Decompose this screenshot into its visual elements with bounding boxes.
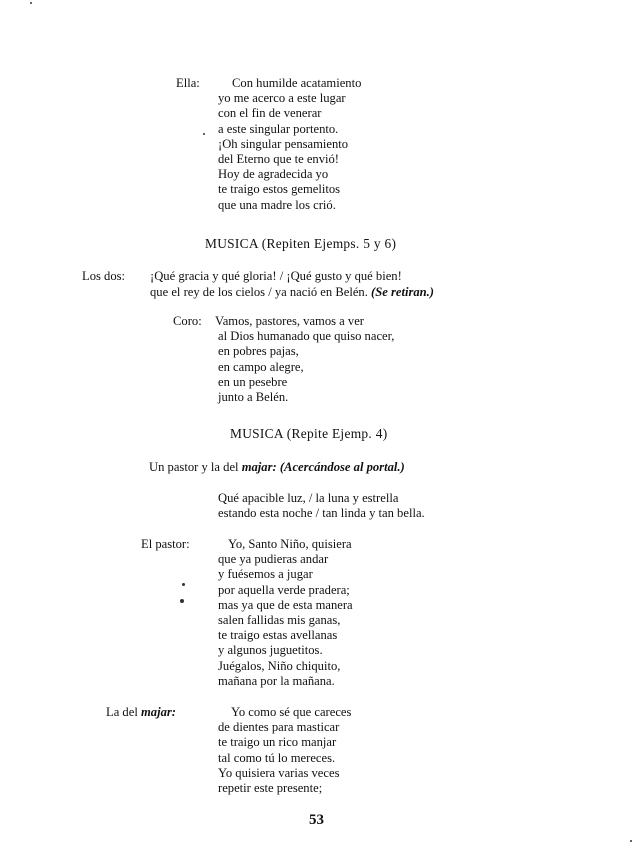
verse-line: que ya pudieras andar — [218, 552, 329, 567]
verse-line: te traigo un rico manjar — [218, 735, 337, 750]
page-number: 53 — [309, 812, 324, 828]
musica-heading-1: MUSICA (Repiten Ejemps. 5 y 6) — [205, 236, 397, 251]
verse-line: estando esta noche / tan linda y tan bella. — [218, 506, 425, 521]
scan-speck — [630, 840, 632, 842]
verse-el-pastor — [218, 537, 353, 689]
musica-heading-2: MUSICA (Repite Ejemp. 4) — [230, 426, 388, 441]
verse-line: de dientes para masticar — [218, 720, 340, 735]
stage-direction: (Se retiran.) — [371, 285, 434, 299]
verse-line: ¡Oh singular pensamiento — [218, 136, 349, 151]
verse-line: a este singular portento. — [218, 121, 339, 136]
verse-line: que una madre los crió. — [218, 197, 336, 212]
intro-italic: majar: — [241, 460, 277, 474]
intro-text: Un pastor y la del — [149, 460, 239, 474]
verse-line: Qué apacible luz, / la luna y estrella — [218, 491, 399, 505]
los-dos-line-2 — [150, 285, 434, 300]
speaker-la-del-majar — [106, 705, 176, 720]
verse-line: junto a Belén. — [218, 390, 289, 405]
verse-la-del-majar — [218, 705, 351, 796]
verse-line: Yo como sé que careces — [231, 705, 352, 719]
intro-un-pastor — [149, 460, 405, 475]
verse-line: al Dios humanado que quiso nacer, — [218, 329, 395, 344]
verse-line: mas ya que de esta manera — [218, 597, 353, 612]
verse-line: salen fallidas mis ganas, — [218, 613, 341, 628]
verse-line: Yo quisiera varias veces — [218, 765, 340, 780]
los-dos-line-1: ¡Qué gracia y qué gloria! / ¡Qué gusto y qué bien! — [150, 269, 402, 283]
verse-line: en pobres pajas, — [218, 344, 299, 359]
verse-line: te traigo estas avellanas — [218, 628, 338, 643]
verse-line: del Eterno que te envió! — [218, 152, 339, 167]
scan-speck — [30, 2, 32, 4]
verse-line: repetir este presente; — [218, 781, 323, 796]
speaker-coro: Coro: — [173, 314, 202, 328]
speaker-el-pastor: El pastor: — [141, 537, 190, 551]
verse-line: te traigo estos gemelitos — [218, 182, 341, 197]
verse-line: Con humilde acatamiento — [232, 76, 362, 90]
verse-line: Hoy de agradecida yo — [218, 167, 329, 182]
los-dos-line-2-text: que el rey de los cielos / ya nació en Belén. — [150, 285, 368, 299]
verse-line: y fuésemos a jugar — [218, 567, 313, 582]
verse-line: Juégalos, Niño chiquito, — [218, 658, 341, 673]
speaker-text: La del — [106, 705, 138, 719]
verse-line: yo me acerco a este lugar — [218, 91, 346, 106]
verse-line: mañana por la mañana. — [218, 673, 335, 688]
scan-speck — [180, 599, 184, 603]
verse-coro — [215, 314, 395, 405]
scan-speck — [182, 583, 185, 586]
speaker-ella: Ella: — [176, 76, 200, 90]
scan-speck — [203, 133, 205, 135]
verse-line: Vamos, pastores, vamos a ver — [215, 314, 364, 328]
verse-line: en campo alegre, — [218, 359, 304, 374]
verse-ella — [218, 76, 361, 213]
verse-line: tal como tú lo mereces. — [218, 750, 336, 765]
stage-direction: (Acercándose al portal.) — [279, 460, 405, 474]
verse-line: Yo, Santo Niño, quisiera — [228, 537, 352, 551]
verse-line: con el fin de venerar — [218, 106, 322, 121]
verse-line: y algunos juguetitos. — [218, 643, 323, 658]
speaker-los-dos: Los dos: — [82, 269, 126, 283]
verse-pastor-majar — [218, 491, 425, 521]
speaker-italic: majar: — [140, 705, 176, 719]
verse-line: en un pesebre — [218, 374, 288, 389]
verse-line: por aquella verde pradera; — [218, 582, 350, 597]
